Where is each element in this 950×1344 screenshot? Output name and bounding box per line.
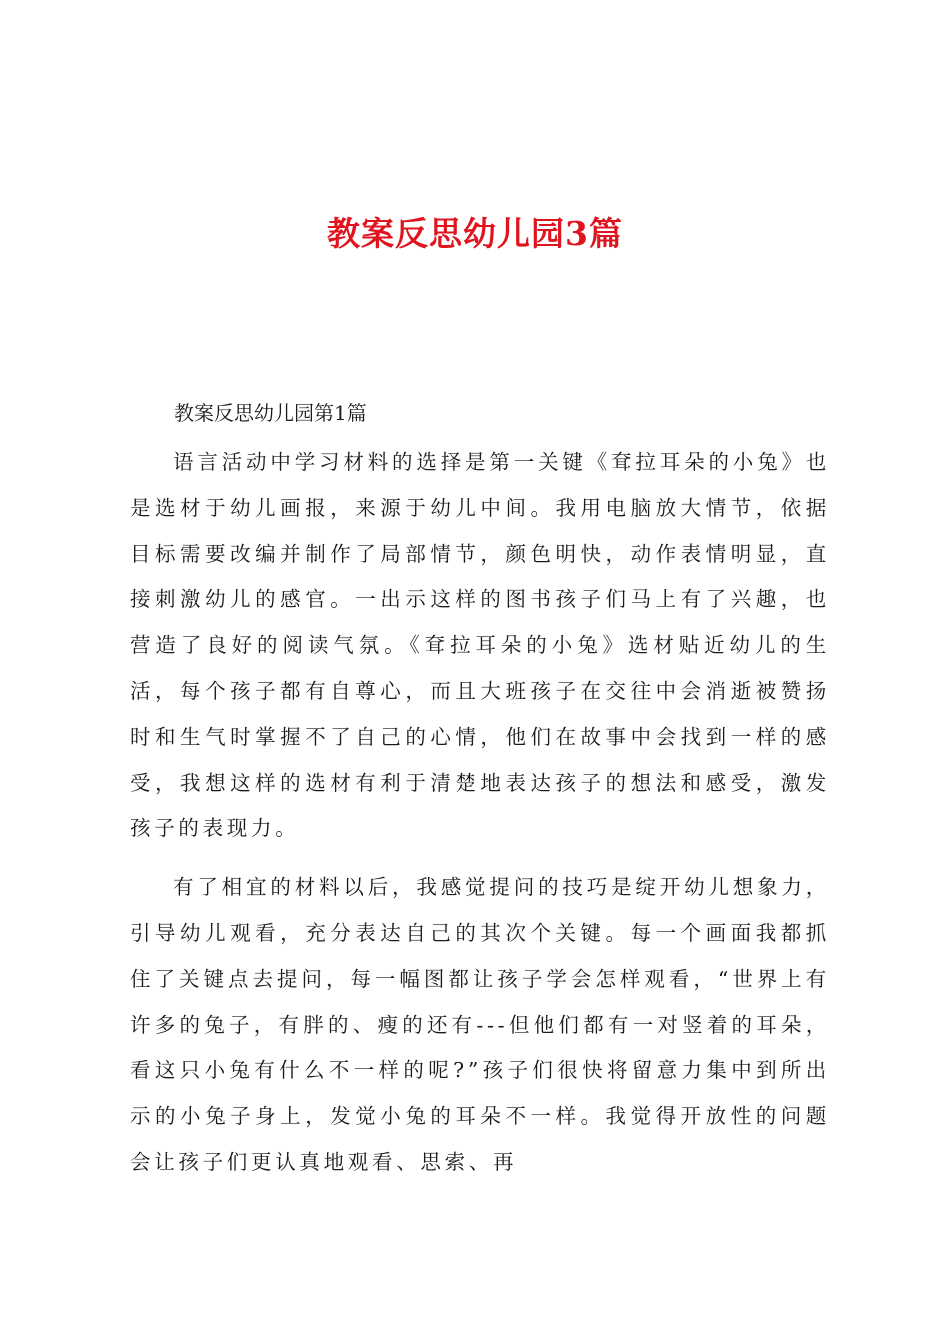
document-body: [130, 440, 830, 1186]
paragraph-1: 语言活动中学习材料的选择是第一关键《耷拉耳朵的小兔》也是选材于幼儿画报，来源于幼儿中间。我用电脑放大情节，依据目标需要改编并制作了局部情节，颜色明快，动作表情明显，直接刺激幼儿的感官。一出示这样的图书孩子们马上有了兴趣，也营造了良好的阅读气氛。《耷拉耳朵的小兔》选材贴近幼儿的生活，每个孩子都有自尊心，而且大班孩子在交往中会消逝被赞扬时和生气时掌握不了自己的心情，他们在故事中会找到一样的感受，我想这样的选材有利于清楚地表达孩子的想法和感受，激发孩子的表现力。: [130, 450, 830, 841]
section-heading: 教案反思幼儿园第1篇: [174, 401, 367, 425]
document-title: 教案反思幼儿园3篇: [327, 214, 623, 253]
paragraph-2: 有了相宜的材料以后，我感觉提问的技巧是绽开幼儿想象力，引导幼儿观看，充分表达自己的其次个关键。每一个画面我都抓住了关键点去提问，每一幅图都让孩子学会怎样观看，“世界上有许多的兔子，有胖的、瘦的还有---但他们都有一对竖着的耳朵，看这只小兔有什么不一样的呢?”孩子们很快将留意力集中到所出示的小兔子身上，发觉小兔的耳朵不一样。我觉得开放性的问题会让孩子们更认真地观看、思索、再: [130, 875, 830, 1174]
